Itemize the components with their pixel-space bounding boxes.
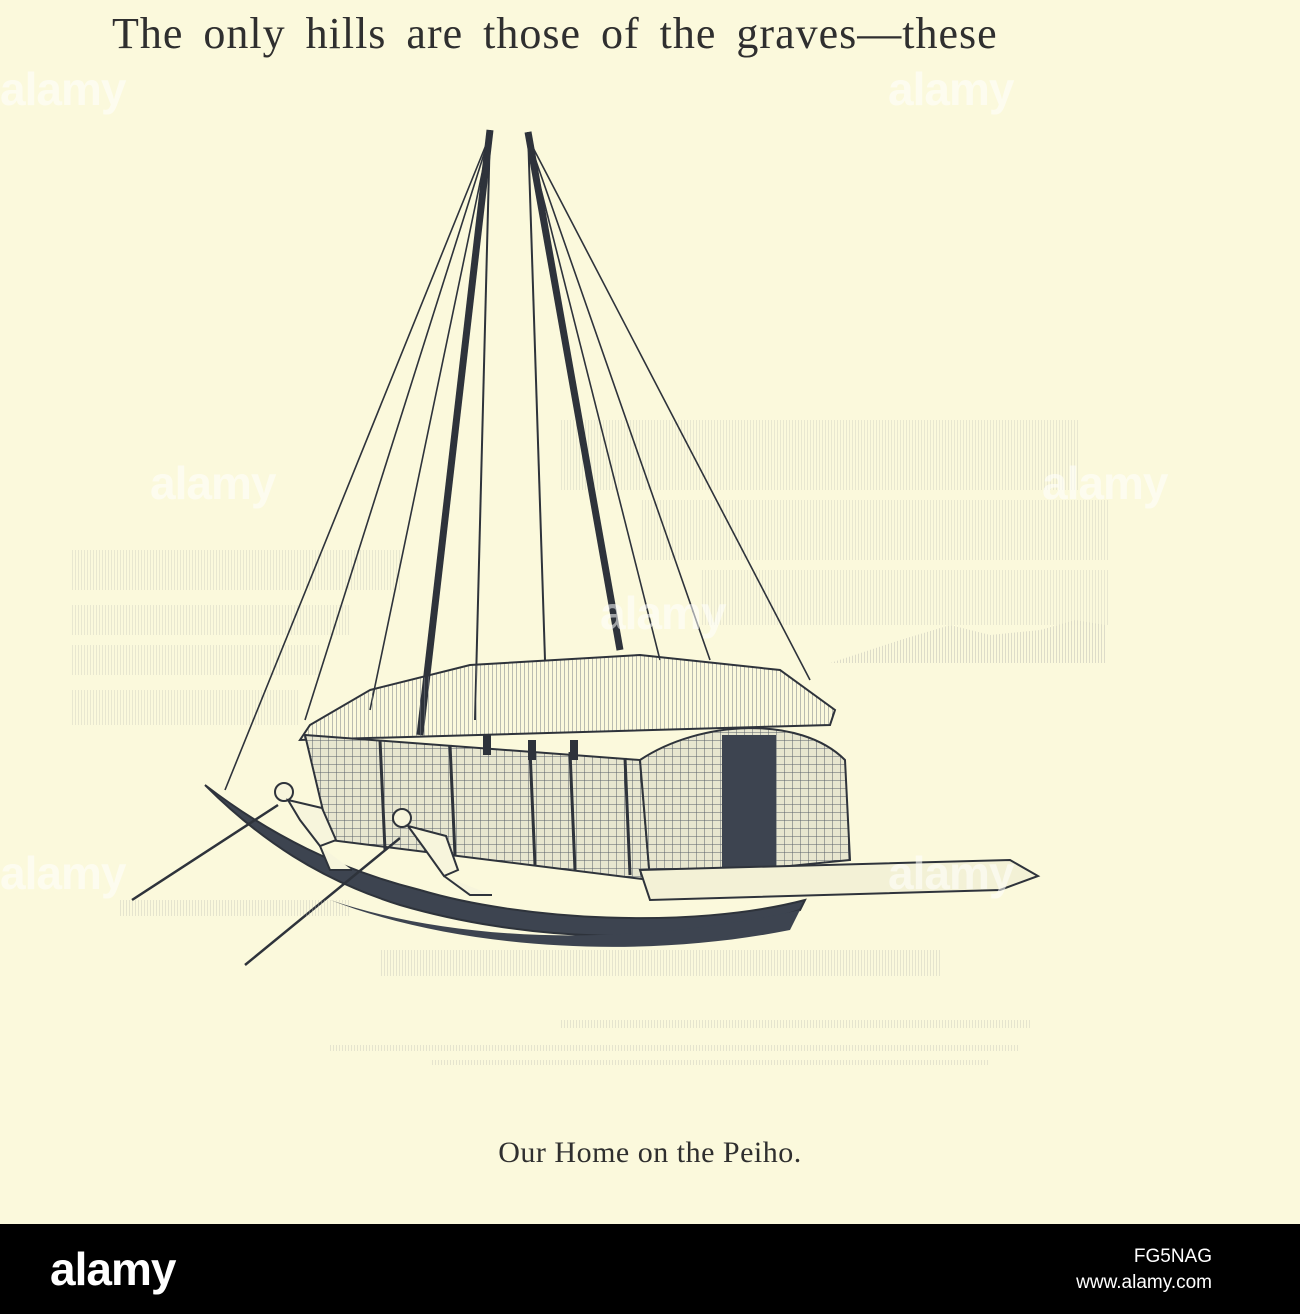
watermark-7: alamy bbox=[888, 847, 1014, 899]
watermark-6: alamy bbox=[0, 847, 126, 899]
footer-image-id: FG5NAG bbox=[1133, 1246, 1212, 1267]
cabin-door bbox=[722, 735, 776, 867]
distant-hills bbox=[830, 620, 1105, 663]
footer-logo: alamy bbox=[50, 1243, 176, 1295]
watermark-2: alamy bbox=[888, 63, 1014, 115]
watermark-3: alamy bbox=[150, 457, 276, 509]
boat-cabin bbox=[305, 735, 650, 880]
watermark-5: alamy bbox=[600, 587, 726, 639]
page-body-text: The only hills are those of the graves—these bbox=[112, 9, 998, 58]
footer-image-info bbox=[1076, 1244, 1212, 1296]
watermark-4: alamy bbox=[1042, 457, 1168, 509]
illustration-caption: Our Home on the Peiho. bbox=[498, 1136, 802, 1169]
footer-url: www.alamy.com bbox=[1076, 1272, 1212, 1293]
watermark-1: alamy bbox=[0, 63, 126, 115]
stock-footer bbox=[0, 1224, 1300, 1314]
